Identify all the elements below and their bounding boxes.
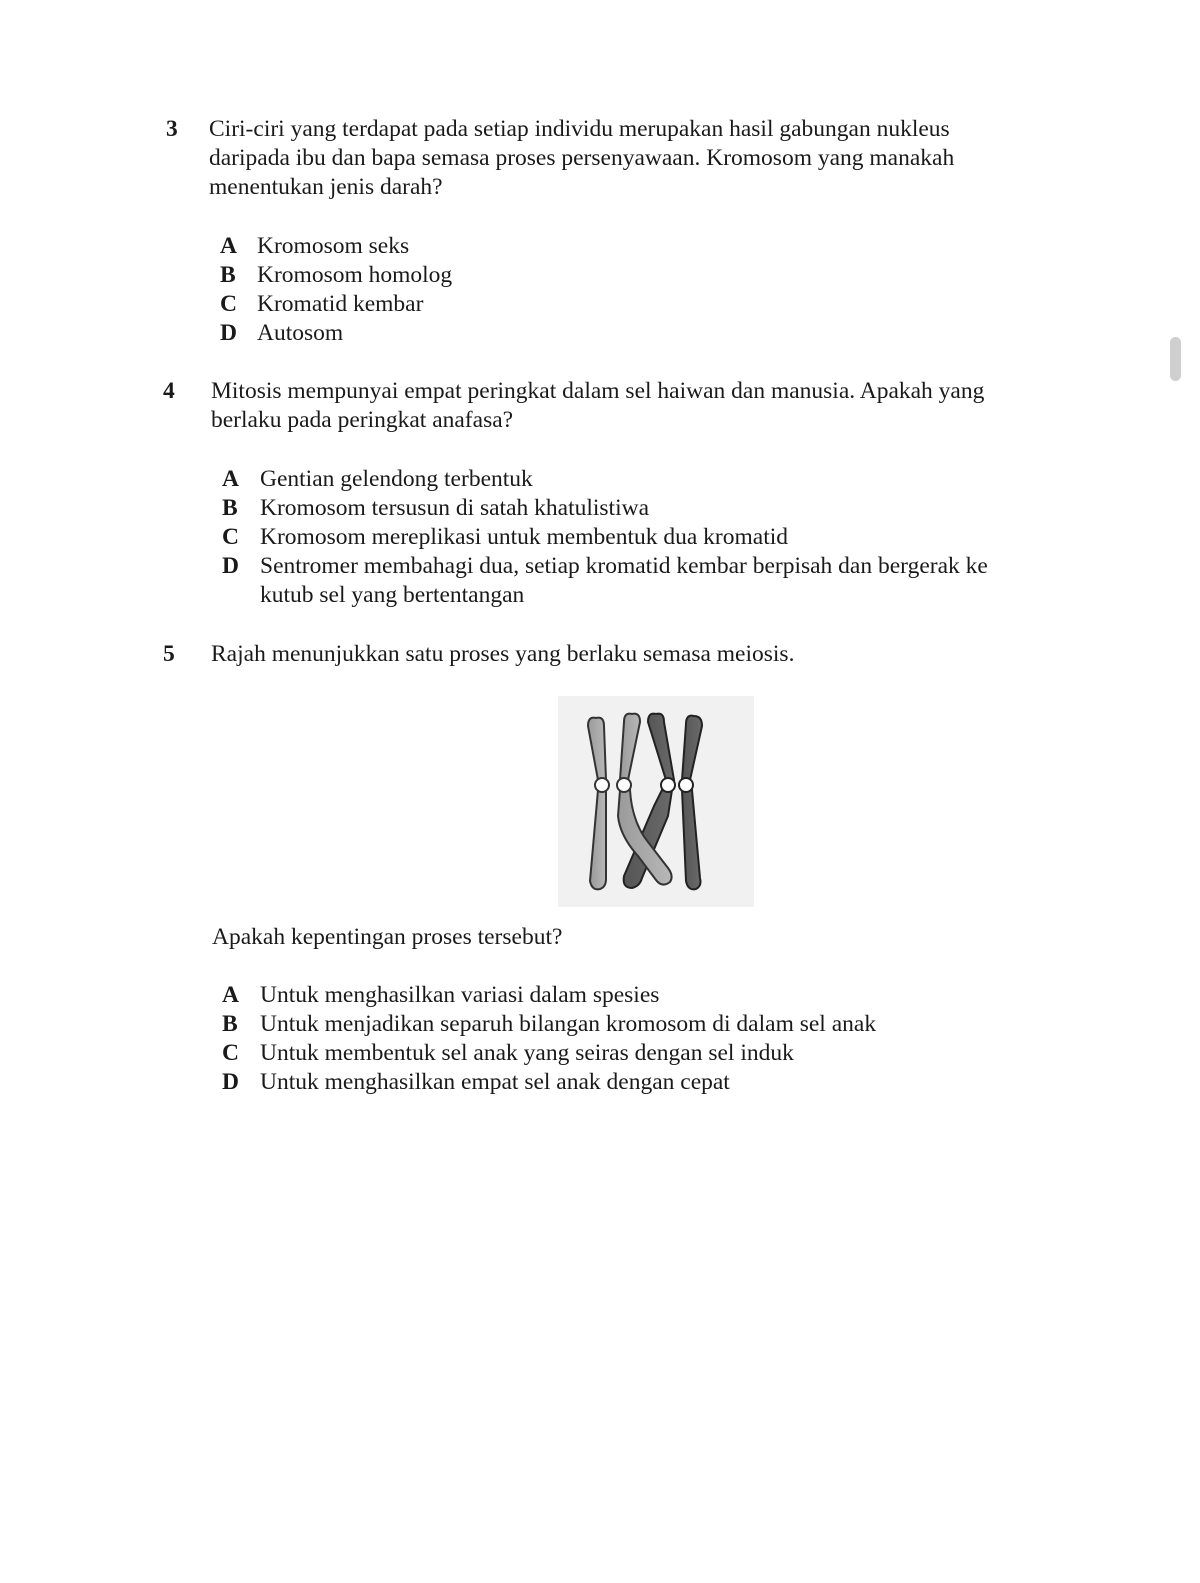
option-text: Untuk menghasilkan variasi dalam spesies bbox=[260, 982, 660, 1008]
option-text: Untuk menjadikan separuh bilangan kromosom di dalam sel anak bbox=[260, 1011, 877, 1037]
option-letter: C bbox=[222, 524, 239, 550]
question-text-line: Mitosis mempunyai empat peringkat dalam sel haiwan dan manusia. Apakah yang bbox=[211, 378, 985, 404]
option-letter: D bbox=[222, 1069, 239, 1095]
chromosome-crossing-over-diagram bbox=[558, 696, 754, 907]
option-letter: B bbox=[222, 1011, 238, 1037]
option-letter: C bbox=[220, 291, 237, 317]
option-letter: C bbox=[222, 1040, 239, 1066]
question-text-line: berlaku pada peringkat anafasa? bbox=[211, 407, 514, 433]
option-letter: A bbox=[222, 466, 239, 492]
question-text-line: daripada ibu dan bapa semasa proses persenyawaan. Kromosom yang manakah bbox=[209, 145, 955, 171]
question-text-line: menentukan jenis darah? bbox=[209, 174, 443, 200]
option-text-continued: kutub sel yang bertentangan bbox=[260, 582, 525, 608]
option-text: Kromosom tersusun di satah khatulistiwa bbox=[260, 495, 650, 521]
question-text-line: Apakah kepentingan proses tersebut? bbox=[212, 924, 563, 950]
crossing-over-icon bbox=[558, 696, 754, 907]
option-text: Kromosom mereplikasi untuk membentuk dua kromatid bbox=[260, 524, 789, 550]
question-text-line: Rajah menunjukkan satu proses yang berlaku semasa meiosis. bbox=[211, 641, 795, 667]
option-text: Kromosom seks bbox=[257, 233, 410, 259]
question-number: 3 bbox=[166, 116, 178, 142]
option-text: Untuk menghasilkan empat sel anak dengan cepat bbox=[260, 1069, 730, 1095]
question-number: 4 bbox=[163, 378, 175, 404]
option-letter: B bbox=[220, 262, 236, 288]
option-letter: B bbox=[222, 495, 238, 521]
option-letter: A bbox=[222, 982, 239, 1008]
option-letter: D bbox=[220, 320, 237, 346]
option-text: Untuk membentuk sel anak yang seiras dengan sel induk bbox=[260, 1040, 794, 1066]
question-text-line: Ciri-ciri yang terdapat pada setiap individu merupakan hasil gabungan nukleus bbox=[209, 116, 950, 142]
option-text: Gentian gelendong terbentuk bbox=[260, 466, 533, 492]
option-text: Sentromer membahagi dua, setiap kromatid kembar berpisah dan bergerak ke bbox=[260, 553, 988, 579]
option-letter: A bbox=[220, 233, 237, 259]
option-text: Kromosom homolog bbox=[257, 262, 453, 288]
option-text: Kromatid kembar bbox=[257, 291, 424, 317]
question-number: 5 bbox=[163, 641, 175, 667]
option-letter: D bbox=[222, 553, 239, 579]
scrollbar-thumb[interactable] bbox=[1170, 337, 1181, 381]
option-text: Autosom bbox=[257, 320, 344, 346]
